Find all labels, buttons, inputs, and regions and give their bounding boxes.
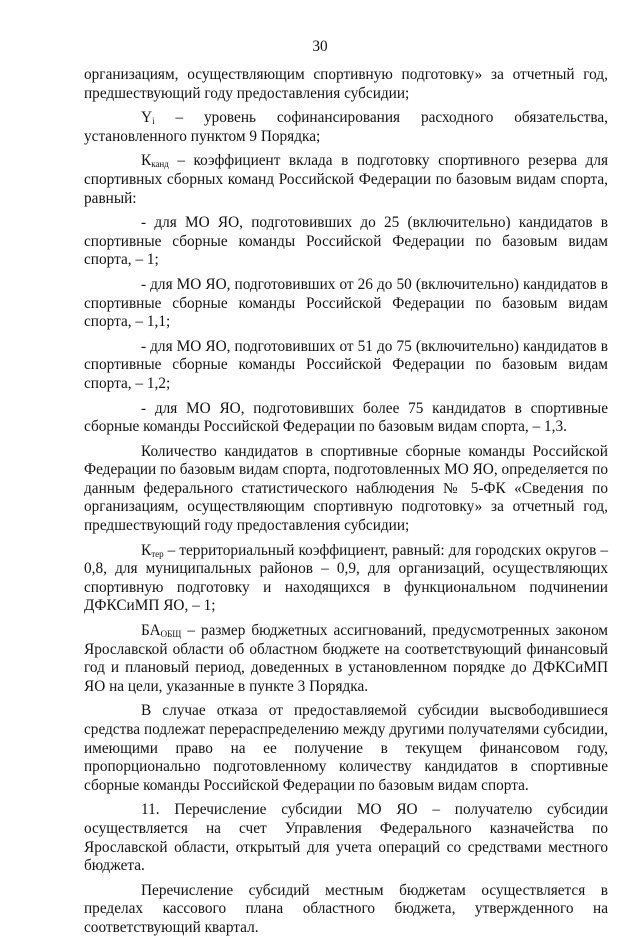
paragraph-candidates-count: Количество кандидатов в спортивные сборные команды Российской Федерации по базовым видам спорта, подготовленных МО ЯО, определяется по данным федерального статистического наблюдения № 5-ФК «Сведения по организациям, осуществляющим спортивную подготовку» за отчетный год, предшествующий году предоставления субсидии; [84, 442, 608, 535]
symbol-y: Y [141, 109, 153, 127]
paragraph-kkand-definition [84, 152, 608, 208]
page-number: 30 [312, 38, 328, 55]
document-body [84, 66, 608, 944]
subscript-kand: канд [151, 159, 169, 170]
list-item-over-75: - для МО ЯО, подготовивших более 75 кандидатов в спортивные сборные команды Российской Федерации по базовым видам спорта, – 1,3. [84, 399, 608, 436]
kkand-text: – коэффициент вклада в подготовку спортивного резерва для спортивных сборных команд Российской Федерации по базовым видам спорта, равный: [84, 152, 608, 207]
subscript-obshch: ОБЩ [160, 629, 182, 640]
subscript-ter: тер [151, 548, 164, 559]
paragraph-refusal: В случае отказа от предоставляемой субсидии высвободившиеся средства подлежат перераспределению между другими получателями субсидии, имеющими право на ее получение в текущем финансовом году, пропорционально подготовленному количеству кандидатов в спортивные сборные команды Российской Федерации по базовым видам спорта. [84, 702, 608, 794]
ba-text: – размер бюджетных ассигнований, предусмотренных законом Ярославской области об областном бюджете на соответствующий финансовый год и плановый период, доведенных в установленном порядке до ДФКСиМП ЯО на цели, указанные в пункте 3 Порядка. [84, 622, 608, 695]
paragraph-continuation: организациям, осуществляющим спортивную подготовку» за отчетный год, предшествующий году предоставления субсидии; [84, 66, 608, 102]
paragraph-kter-definition [84, 542, 608, 616]
yi-text: – уровень софинансирования расходного обязательства, установленного пунктом 9 Порядка; [84, 109, 608, 145]
symbol-k: К [141, 152, 152, 170]
list-item-51-to-75: - для МО ЯО, подготовивших от 51 до 75 (включительно) кандидатов в спортивные сборные команды Российской Федерации по базовым видам спорта, – 1,2; [84, 337, 608, 392]
list-item-up-to-25: - для МО ЯО, подготовивших до 25 (включительно) кандидатов в спортивные сборные команды Российской Федерации по базовым видам спорта, – 1; [84, 214, 608, 269]
subscript-i: i [152, 116, 155, 127]
kter-text: – территориальный коэффициент, равный: для городских округов – 0,8, для муниципальных районов – 0,9, для организаций, осуществляющих спортивную подготовку и находящихся в функциональном подчинении ДФКСиМП ЯО, – 1; [84, 541, 608, 615]
paragraph-transfer-limits: Перечисление субсидий местным бюджетам осуществляется в пределах кассового плана областного бюджета, утвержденного на соответствующий квартал. [84, 881, 608, 936]
paragraph-section-11: 11. Перечисление субсидии МО ЯО – получателю субсидии осуществляется на счет Управления Федерального казначейства по Ярославской области, открытый для учета операций со средствами местного бюджета. [84, 801, 608, 875]
paragraph-yi-definition [84, 109, 608, 146]
symbol-k-ter: К [141, 541, 152, 559]
symbol-ba: БА [141, 622, 161, 640]
list-item-26-to-50: - для МО ЯО, подготовивших от 26 до 50 (включительно) кандидатов в спортивные сборные команды Российской Федерации по базовым видам спорта, – 1,1; [84, 275, 608, 331]
paragraph-ba-definition [84, 622, 608, 696]
